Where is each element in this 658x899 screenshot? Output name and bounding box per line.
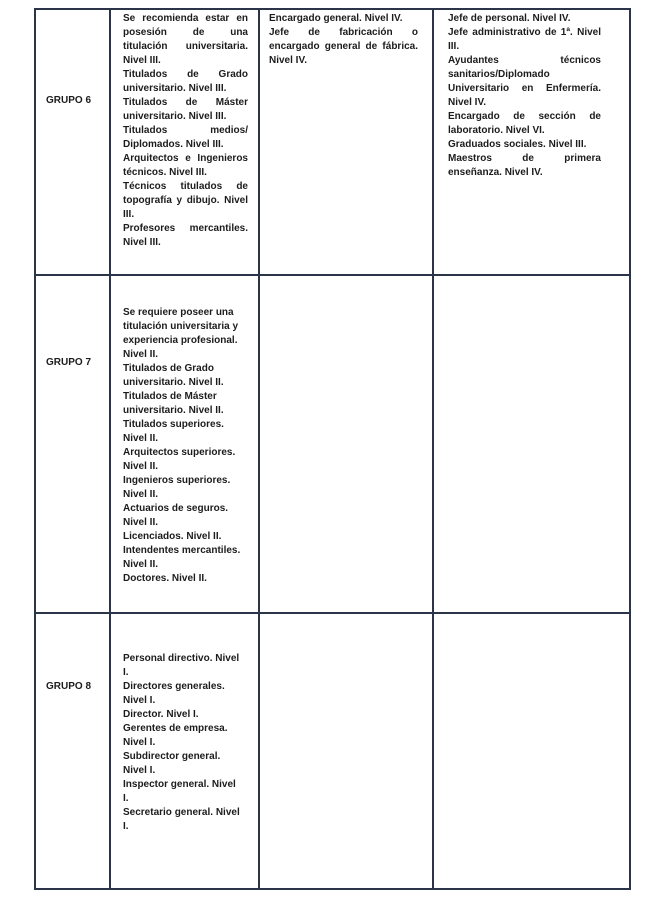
list-item: Doctores. Nivel II. [123, 573, 207, 584]
list-item: Licenciados. Nivel II. [123, 531, 222, 542]
list-item: Arquitectos e Ingenieros técnicos. Nivel III. [123, 153, 248, 178]
list-item: Titulados de Máster universitario. Nivel II. [123, 391, 224, 416]
categories-cell [433, 9, 630, 275]
list-item: Directores generales. Nivel I. [123, 681, 225, 706]
list-item: Maestros de primera enseñanza. Nivel IV. [448, 153, 601, 178]
requirements-cell [110, 9, 259, 275]
list-item: Intendentes mercantiles. Nivel II. [123, 545, 241, 570]
list-item: Titulados medios/ Diplomados. Nivel III. [123, 125, 248, 150]
categories-cell [259, 275, 433, 613]
list-item: Arquitectos superiores. Nivel II. [123, 447, 236, 472]
group-label: GRUPO 7 [46, 357, 92, 368]
categories-cell [259, 9, 433, 275]
group-cell [35, 9, 110, 275]
list-item: Técnicos titulados de topografía y dibujo. Nivel III. [123, 181, 248, 220]
list-item: Se recomienda estar en posesión de una titulación universitaria. Nivel III. [123, 13, 248, 66]
requirements-cell [110, 613, 259, 889]
list-item: Actuarios de seguros. Nivel II. [123, 503, 229, 528]
table-row-grupo-6 [35, 9, 630, 275]
list-item: Titulados superiores. Nivel II. [123, 419, 224, 444]
list-item: Ingenieros superiores. Nivel II. [123, 475, 231, 500]
list-item: Titulados de Grado universitario. Nivel II. [123, 363, 224, 388]
list-item: Secretario general. Nivel I. [123, 807, 240, 832]
list-item: Ayudantes técnicos sanitarios/Diplomado Universitario en Enfermería. Nivel IV. [448, 55, 601, 108]
list-item: Inspector general. Nivel I. [123, 779, 236, 804]
requirements-cell [110, 275, 259, 613]
categories-cell [259, 613, 433, 889]
list-item: Titulados de Grado universitario. Nivel III. [123, 69, 248, 94]
categories-cell [433, 613, 630, 889]
table-row-grupo-8 [35, 613, 630, 889]
list-item: Graduados sociales. Nivel III. [448, 139, 587, 150]
categories-cell [433, 275, 630, 613]
classification-table [34, 8, 631, 890]
list-item: Personal directivo. Nivel I. [123, 653, 240, 678]
group-cell [35, 275, 110, 613]
list-item: Jefe de personal. Nivel IV. [448, 13, 571, 24]
group-label: GRUPO 8 [46, 681, 92, 692]
list-item: Jefe de fabricación o encargado general de fábrica. Nivel IV. [269, 27, 418, 66]
list-item: Gerentes de empresa. Nivel I. [123, 723, 228, 748]
list-item: Director. Nivel I. [123, 709, 199, 720]
list-item: Subdirector general. Nivel I. [123, 751, 221, 776]
table-row-grupo-7 [35, 275, 630, 613]
list-item: Se requiere poseer una titulación universitaria y experiencia profesional. Nivel II. [123, 307, 239, 360]
group-cell [35, 613, 110, 889]
list-item: Encargado general. Nivel IV. [269, 13, 403, 24]
list-item: Titulados de Máster universitario. Nivel III. [123, 97, 248, 122]
group-label: GRUPO 6 [46, 95, 92, 106]
list-item: Encargado de sección de laboratorio. Nivel VI. [448, 111, 601, 136]
list-item: Profesores mercantiles. Nivel III. [123, 223, 248, 248]
list-item: Jefe administrativo de 1ª. Nivel III. [448, 27, 601, 52]
